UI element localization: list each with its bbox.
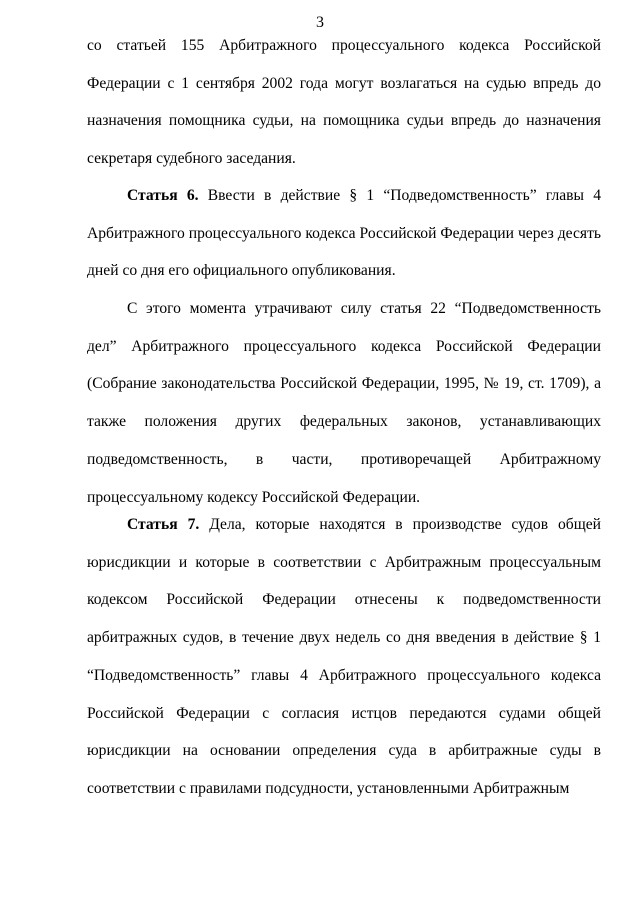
paragraph-continuation xyxy=(87,27,601,178)
article-label: Статья 7. xyxy=(127,516,200,533)
page-number: 3 xyxy=(316,14,324,31)
paragraph-article-7 xyxy=(87,506,601,808)
paragraph-article-6 xyxy=(87,177,601,290)
paragraph-text: со статьей 155 Арбитражного процессуального кодекса Российской Федерации с 1 сентября 2002 года могут возлагаться на судью впредь до назначения помощника судьи, на помощника судьи впредь до назначения секретаря судебного заседания. xyxy=(87,37,601,168)
article-label: Статья 6. xyxy=(127,187,199,204)
paragraph-text: С этого момента утрачивают силу статья 22 “Подведомственность дел” Арбитражного процессуального кодекса Российской Федерации (Собрание законодательства Российской Федерации, 1995, № 19, ст. 1709), а также положения других федеральных законов, устанавливающих подведомственность, в части, противоречащей Арбитражному процессуальному кодексу Российской Федерации. xyxy=(87,300,601,506)
paragraph-text: Дела, которые находятся в производстве судов общей юрисдикции и которые в соответствии с Арбитражным процессуальным кодексом Российской Федерации отнесены к подведомственности арбитражных судов, в течение двух недель со дня введения в действие § 1 “Подведомственность” главы 4 Арбитражного процессуального кодекса Российской Федерации с согласия истцов передаются судами общей юрисдикции на основании определения суда в арбитражные суды в соответствии с правилами подсудности, установленными Арбитражным xyxy=(87,516,601,797)
paragraph-text: Ввести в действие § 1 “Подведомственность” главы 4 Арбитражного процессуального кодекса Российской Федерации через десять дней со дня его официального опубликования. xyxy=(87,187,601,280)
paragraph-repeal xyxy=(87,290,601,516)
